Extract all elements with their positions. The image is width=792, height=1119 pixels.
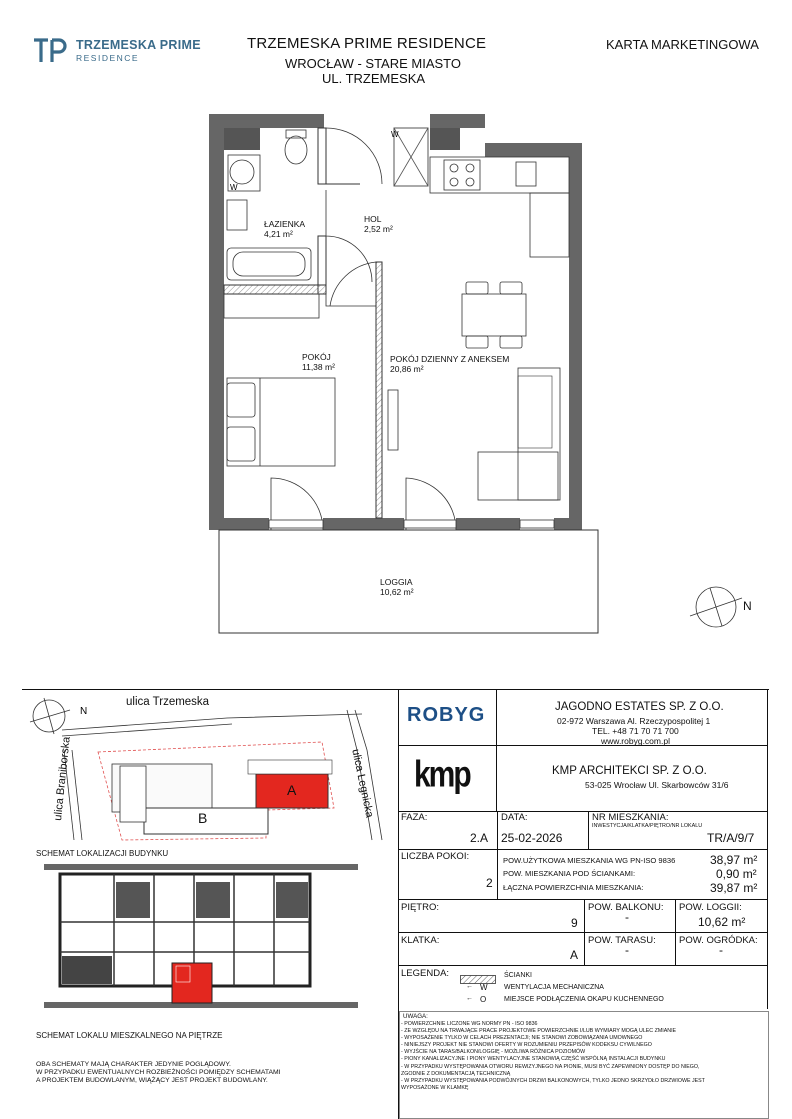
pow-uz-value: 38,97 m² [710,853,758,867]
disclaimer-line-3: A PROJEKTEM BUDOWLANYM, WIĄŻĄCY JEST PROJEKT BUDOWLANY. [36,1077,268,1084]
pokoje-value: 2 [486,876,493,890]
room-area: 20,86 m² [390,364,424,374]
legend-sym-o: O [480,995,487,1004]
location-caption: SCHEMAT LOKALIZACJI BUDYNKU [36,849,169,858]
compass-north-label: N [743,599,752,613]
disclaimer-line-1: OBA SCHEMATY MAJĄ CHARAKTER JEDYNIE POGLĄDOWY. [36,1061,231,1068]
note-line: - W PRZYPADKU WYSTĘPOWANIA PODWÓJNYCH DRZWI BALKONOWYCH, TYLKO JEDNO SKRZYDŁO DRZWIOWE JEST [401,1077,705,1084]
building-b-label: B [198,810,208,826]
room-name: LOGGIA [380,577,413,587]
logo-sub: RESIDENCE [76,53,140,63]
notes-title: UWAGA: [403,1013,428,1020]
developer-address: 02-972 Warszawa Al. Rzeczypospolitej 1 [557,716,711,726]
notes-list [401,1021,765,1092]
street-line: UL. TRZEMESKA [322,71,426,86]
nr-label: NR MIESZKANIA: [592,812,669,823]
disclaimer-line-2: W PRZYPADKU EWENTUALNYCH ROZBIEŻNOŚCI POMIĘDZY SCHEMATAMI [36,1069,281,1076]
legend-item-walls: ŚCIANKI [504,972,533,979]
note-line: - WYPOSAŻENIE TYLKO W CELACH PREZENTACJI; NIE STANOWI ZOBOWIĄZANIA UMOWNEGO [401,1035,643,1042]
note-line: WYPOSAŻONE W KLAMKĘ [401,1084,469,1091]
developer-name: JAGODNO ESTATES SP. Z O.O. [555,701,724,713]
faza-label: FAZA: [401,812,428,823]
pow-laczna-label: ŁĄCZNA POWIERZCHNIA MIESZKANIA: [503,883,644,892]
room-area: 10,62 m² [380,587,414,597]
room-bedroom [302,352,335,372]
floor-scheme-caption: SCHEMAT LOKALU MIESZKALNEGO NA PIĘTRZE [36,1031,223,1040]
svg-text:N: N [80,706,88,717]
logo-name: TRZEMESKA PRIME [76,38,201,52]
room-bathroom [264,219,305,239]
svg-text:W: W [230,183,238,192]
taras-value: - [625,943,629,957]
pow-scian-value: 0,90 m² [716,867,757,881]
legend-arrow-o: ← [466,995,473,1002]
room-name: POKÓJ [302,352,331,362]
note-line: - NINIEJSZY PROJEKT NIE STANOWI OFERTY W ROZUMIENIU PRZEPISÓW KODEKSU CYWILNEGO [401,1042,652,1049]
faza-value: 2.A [470,831,489,845]
room-hall [364,214,393,234]
data-label: DATA: [501,812,528,823]
architect-brand: kmp [414,754,470,796]
building-a-label: A [287,782,297,798]
room-living [390,354,509,374]
room-area: 2,52 m² [364,224,393,234]
klatka-value: A [570,948,579,962]
room-loggia [380,577,414,597]
ogrodek-label: POW. OGRÓDKA: [679,935,758,946]
legend-item-hood: MIEJSCE PODŁĄCZENIA OKAPU KUCHENNEGO [504,996,664,1003]
note-line: - W PRZYPADKU WYSTĘPOWANIA OTWORU REWIZYJNEGO NA PIONIE, MUSI BYĆ ZAPEWNIONY DOSTĘP DO NIEGO, [401,1063,700,1070]
page-title: TRZEMESKA PRIME RESIDENCE [247,35,487,52]
note-line: ZGODNIE Z DOKUMENTACJĄ TECHNICZNĄ [401,1070,511,1077]
note-line: - ZE WZGLĘDU NA TRWAJĄCE PRACE PROJEKTOWE POWIERZCHNIE I/LUB WYMIARY MOGĄ ULEC ZMIANIE [401,1028,677,1035]
street-top-label: ulica Trzemeska [126,696,210,708]
balkon-label: POW. BALKONU: [588,902,664,913]
legend-label: LEGENDA: [401,968,450,979]
taras-label: POW. TARASU: [588,935,656,946]
room-name: HOL [364,214,382,224]
floor-scheme [44,862,358,1012]
loggia-label: POW. LOGGII: [679,902,742,913]
street-right-label: ulica Legnicka [349,748,376,819]
nr-sublabel: INWESTYCJA/KLATKA/PIĘTRO/NR LOKALU [592,823,703,829]
room-area: 4,21 m² [264,229,293,239]
note-line: - WYJŚCIE NA TARAS/BALKON/LOGGIĘ - MOŻLIWA RÓŻNICA POZIOMÓW [401,1049,586,1056]
developer-web: www.robyg.com.pl [601,736,670,746]
loggia-value: 10,62 m² [698,915,746,929]
svg-text:W: W [391,130,399,139]
wall-hatch-icon [460,971,496,980]
balkon-value: - [625,910,629,924]
room-area: 11,38 m² [302,362,335,372]
developer-brand: ROBYG [407,704,486,726]
room-name: POKÓJ DZIENNY Z ANEKSEM [390,354,510,364]
room-name: ŁAZIENKA [264,219,306,229]
pow-scian-label: POW. MIESZKANIA POD ŚCIANKAMI: [503,869,636,878]
pietro-value: 9 [571,916,578,930]
note-line: - POWIERZCHNIE LICZONE WG NORMY PN - ISO 9836 [401,1021,538,1027]
pow-laczna-value: 39,87 m² [710,881,758,895]
note-line: - PIONY KANALIZACYJNE I PIONY WENTYLACYJNE STANOWIĄ CZĘŚĆ WSPÓLNĄ INSTALACJI BUDYNKU [401,1056,666,1063]
data-value: 25-02-2026 [501,831,563,845]
ogrodek-value: - [719,943,723,957]
legend-sym-w: W [480,983,488,992]
klatka-label: KLATKA: [401,935,440,946]
street-left-label: ulica Braniborska [52,736,73,822]
city-line: WROCŁAW - STARE MIASTO [285,56,461,71]
developer-phone: TEL. +48 71 70 71 700 [592,726,679,736]
legend-arrow-w: ← [466,983,473,990]
pokoje-label: LICZBA POKOI: [401,851,470,862]
nr-value: TR/A/9/7 [707,831,755,845]
document-type: KARTA MARKETINGOWA [606,37,759,52]
architect-name: KMP ARCHITEKCI SP. Z O.O. [552,765,707,777]
location-scheme [22,690,398,850]
pow-uz-label: POW.UŻYTKOWA MIESZKANIA WG PN-ISO 9836 [503,856,676,865]
pietro-label: PIĘTRO: [401,902,440,913]
architect-address: 53-025 Wrocław Ul. Skarbowców 31/6 [585,780,729,790]
legend-item-vent: WENTYLACJA MECHANICZNA [504,984,604,991]
